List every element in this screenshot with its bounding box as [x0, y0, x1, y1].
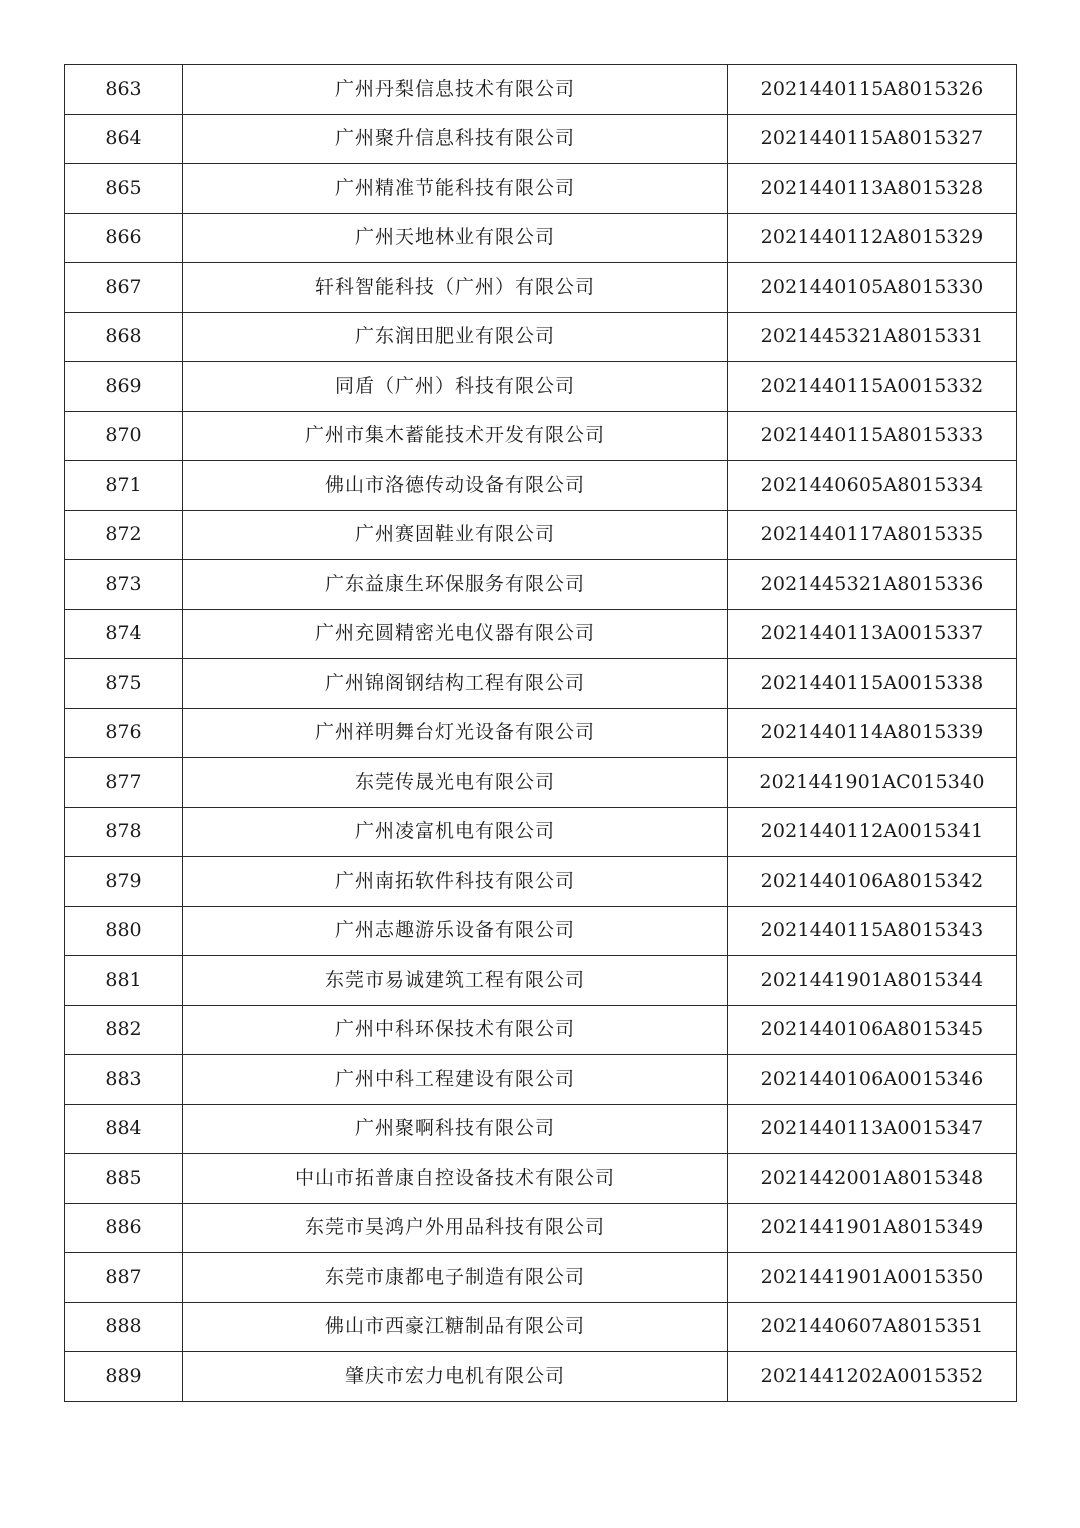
- row-number: 872: [65, 510, 183, 560]
- company-name: 中山市拓普康自控设备技术有限公司: [183, 1154, 728, 1204]
- table-row: [65, 758, 1017, 808]
- registration-code: 2021440105A8015330: [728, 263, 1017, 313]
- registration-code: 2021441901AC015340: [728, 758, 1017, 808]
- table-row: [65, 906, 1017, 956]
- row-number: 869: [65, 362, 183, 412]
- registration-code: 2021445321A8015336: [728, 560, 1017, 610]
- registration-code: 2021440115A8015343: [728, 906, 1017, 956]
- registration-code: 2021440114A8015339: [728, 708, 1017, 758]
- row-number: 877: [65, 758, 183, 808]
- table-row: [65, 1253, 1017, 1303]
- company-name: 广州天地林业有限公司: [183, 213, 728, 263]
- table-body: [65, 65, 1017, 1402]
- registration-code: 2021445321A8015331: [728, 312, 1017, 362]
- table-row: [65, 164, 1017, 214]
- table-row: [65, 114, 1017, 164]
- registration-code: 2021440115A0015338: [728, 659, 1017, 709]
- row-number: 871: [65, 461, 183, 511]
- row-number: 880: [65, 906, 183, 956]
- registration-code: 2021440115A8015326: [728, 65, 1017, 115]
- row-number: 864: [65, 114, 183, 164]
- row-number: 866: [65, 213, 183, 263]
- company-name: 广州聚升信息科技有限公司: [183, 114, 728, 164]
- table-row: [65, 659, 1017, 709]
- table-row: [65, 708, 1017, 758]
- registration-code: 2021440112A0015341: [728, 807, 1017, 857]
- table-row: [65, 956, 1017, 1006]
- table-row: [65, 65, 1017, 115]
- row-number: 867: [65, 263, 183, 313]
- company-name: 广东润田肥业有限公司: [183, 312, 728, 362]
- row-number: 863: [65, 65, 183, 115]
- registration-code: 2021440112A8015329: [728, 213, 1017, 263]
- company-table: [64, 64, 1017, 1402]
- company-name: 广州中科环保技术有限公司: [183, 1005, 728, 1055]
- registration-code: 2021441901A8015344: [728, 956, 1017, 1006]
- company-name: 广州锦阁钢结构工程有限公司: [183, 659, 728, 709]
- table-row: [65, 560, 1017, 610]
- registration-code: 2021440607A8015351: [728, 1302, 1017, 1352]
- table-row: [65, 213, 1017, 263]
- company-name: 东莞市昊鸿户外用品科技有限公司: [183, 1203, 728, 1253]
- table-row: [65, 1154, 1017, 1204]
- row-number: 881: [65, 956, 183, 1006]
- company-name: 广州丹梨信息技术有限公司: [183, 65, 728, 115]
- registration-code: 2021442001A8015348: [728, 1154, 1017, 1204]
- table-row: [65, 461, 1017, 511]
- registration-code: 2021440113A0015347: [728, 1104, 1017, 1154]
- registration-code: 2021441901A0015350: [728, 1253, 1017, 1303]
- table-row: [65, 1005, 1017, 1055]
- registration-code: 2021440106A0015346: [728, 1055, 1017, 1105]
- company-name: 广州凌富机电有限公司: [183, 807, 728, 857]
- table-row: [65, 1203, 1017, 1253]
- table-row: [65, 263, 1017, 313]
- table-row: [65, 1352, 1017, 1402]
- company-name: 东莞传晟光电有限公司: [183, 758, 728, 808]
- row-number: 878: [65, 807, 183, 857]
- table-row: [65, 857, 1017, 907]
- company-name: 广州市集木蓄能技术开发有限公司: [183, 411, 728, 461]
- company-name: 广州南拓软件科技有限公司: [183, 857, 728, 907]
- company-name: 广州充圆精密光电仪器有限公司: [183, 609, 728, 659]
- table-row: [65, 312, 1017, 362]
- row-number: 886: [65, 1203, 183, 1253]
- row-number: 884: [65, 1104, 183, 1154]
- row-number: 888: [65, 1302, 183, 1352]
- table-row: [65, 1055, 1017, 1105]
- company-name: 同盾（广州）科技有限公司: [183, 362, 728, 412]
- row-number: 874: [65, 609, 183, 659]
- row-number: 870: [65, 411, 183, 461]
- registration-code: 2021440113A0015337: [728, 609, 1017, 659]
- row-number: 887: [65, 1253, 183, 1303]
- registration-code: 2021440115A0015332: [728, 362, 1017, 412]
- company-name: 广州中科工程建设有限公司: [183, 1055, 728, 1105]
- registration-code: 2021440115A8015327: [728, 114, 1017, 164]
- row-number: 879: [65, 857, 183, 907]
- company-name: 佛山市洛德传动设备有限公司: [183, 461, 728, 511]
- row-number: 865: [65, 164, 183, 214]
- row-number: 875: [65, 659, 183, 709]
- company-name: 广东益康生环保服务有限公司: [183, 560, 728, 610]
- registration-code: 2021440106A8015345: [728, 1005, 1017, 1055]
- company-name: 广州志趣游乐设备有限公司: [183, 906, 728, 956]
- company-name: 广州赛固鞋业有限公司: [183, 510, 728, 560]
- company-name: 肇庆市宏力电机有限公司: [183, 1352, 728, 1402]
- company-name: 佛山市西豪江糖制品有限公司: [183, 1302, 728, 1352]
- row-number: 876: [65, 708, 183, 758]
- company-name: 东莞市康都电子制造有限公司: [183, 1253, 728, 1303]
- row-number: 883: [65, 1055, 183, 1105]
- company-name: 东莞市易诚建筑工程有限公司: [183, 956, 728, 1006]
- registration-code: 2021441202A0015352: [728, 1352, 1017, 1402]
- row-number: 868: [65, 312, 183, 362]
- row-number: 882: [65, 1005, 183, 1055]
- registration-code: 2021441901A8015349: [728, 1203, 1017, 1253]
- table-row: [65, 510, 1017, 560]
- registration-code: 2021440106A8015342: [728, 857, 1017, 907]
- table-row: [65, 1104, 1017, 1154]
- table-row: [65, 807, 1017, 857]
- row-number: 873: [65, 560, 183, 610]
- registration-code: 2021440115A8015333: [728, 411, 1017, 461]
- company-name: 轩科智能科技（广州）有限公司: [183, 263, 728, 313]
- company-name: 广州精准节能科技有限公司: [183, 164, 728, 214]
- table-row: [65, 411, 1017, 461]
- company-name: 广州聚啊科技有限公司: [183, 1104, 728, 1154]
- registration-code: 2021440605A8015334: [728, 461, 1017, 511]
- row-number: 889: [65, 1352, 183, 1402]
- company-name: 广州祥明舞台灯光设备有限公司: [183, 708, 728, 758]
- table-row: [65, 609, 1017, 659]
- registration-code: 2021440113A8015328: [728, 164, 1017, 214]
- table-row: [65, 1302, 1017, 1352]
- row-number: 885: [65, 1154, 183, 1204]
- table-row: [65, 362, 1017, 412]
- registration-code: 2021440117A8015335: [728, 510, 1017, 560]
